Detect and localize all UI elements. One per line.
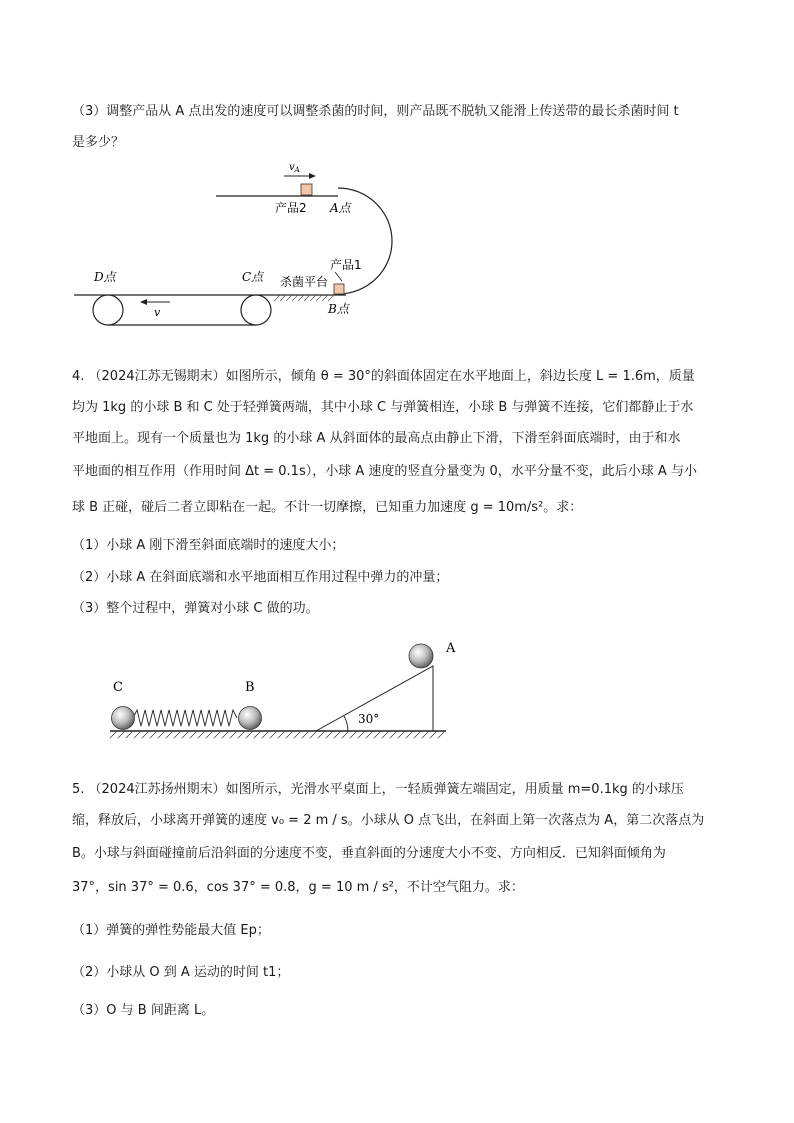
roller-right (241, 295, 271, 325)
q5-sub-1: （1）弹簧的弹性势能最大值 Ep； (72, 923, 270, 938)
ground-hatch (110, 731, 445, 738)
q5-line-1: 5. （2024江苏扬州期末）如图所示，光滑水平桌面上，一轻质弹簧左端固定，用质量 m=0.1kg 的小球压 (72, 782, 684, 797)
figure-incline (100, 630, 460, 745)
ball-B (239, 707, 262, 730)
q4-sub-3: （3）整个过程中，弹簧对小球 C 做的功。 (72, 601, 319, 616)
platform-hatch (274, 295, 334, 301)
q4-line-5: 球 B 正碰，碰后二者立即粘在一起。不计一切摩擦，已知重力加速度 g = 10m/s²。求： (72, 500, 583, 515)
label-angle: 30° (358, 712, 380, 726)
figure-conveyor (60, 150, 420, 330)
q4-sub-2: （2）小球 A 在斜面底端和水平地面相互作用过程中弹力的冲量； (72, 570, 449, 585)
roller-left (93, 295, 123, 325)
label-D-point: D点 (94, 270, 116, 284)
q4-sub-1: （1）小球 A 刚下滑至斜面底端时的速度大小； (72, 538, 345, 553)
ball-C (112, 707, 135, 730)
product-1-box (334, 284, 344, 294)
label-product2: 产品2 (275, 201, 307, 215)
q4-line-3: 平地面上。现有一个质量也为 1kg 的小球 A 从斜面体的最高点由静止下滑，下滑至斜面底端时，由于和水 (72, 431, 681, 446)
q4-line-4: 平地面的相互作用（作用时间 Δt = 0.1s），小球 A 速度的竖直分量变为 0，水平分量不变，此后小球 A 与小 (72, 464, 697, 479)
label-A-point: A点 (330, 201, 351, 215)
label-C-point: C点 (242, 270, 264, 284)
label-platform: 杀菌平台 (280, 275, 329, 289)
q3-line-1: （3）调整产品从 A 点出发的速度可以调整杀菌的时间，则产品既不脱轨又能滑上传送带的最长杀菌时间 t (72, 104, 679, 119)
label-B: B (245, 680, 255, 695)
q5-line-3: B。小球与斜面碰撞前后沿斜面的分速度不变，垂直斜面的分速度大小不变、方向相反．已知斜面倾角为 (72, 846, 666, 861)
ball-A (409, 644, 433, 668)
angle-arc (344, 716, 348, 731)
q4-line-2: 均为 1kg 的小球 B 和 C 处于轻弹簧两端，其中小球 C 与弹簧相连，小球 B 与弹簧不连接，它们都静止于水 (72, 400, 694, 415)
label-vA: $v_A$ (289, 162, 300, 174)
q3-line-2: 是多少？ (72, 135, 125, 150)
spring (133, 710, 237, 726)
q4-line-1: 4. （2024江苏无锡期末）如图所示，倾角 θ = 30°的斜面体固定在水平地面上，斜边长度 L = 1.6m，质量 (72, 369, 695, 384)
label-C: C (113, 680, 123, 695)
label-B-point: B点 (328, 302, 349, 316)
q5-sub-3: （3）O 与 B 间距离 L。 (72, 1003, 215, 1018)
label-A: A (446, 641, 456, 656)
q5-line-4: 37°，sin 37° = 0.6，cos 37° = 0.8，g = 10 m / s²，不计空气阻力。求： (72, 880, 524, 895)
q5-line-2: 缩，释放后，小球离开弹簧的速度 v₀ = 2 m / s。小球从 O 点飞出，在斜面上第一次落点为 A，第二次落点为 (72, 813, 705, 828)
label-v: v (154, 306, 161, 319)
q5-sub-2: （2）小球从 O 到 A 运动的时间 t1； (72, 965, 290, 980)
label-product1: 产品1 (330, 258, 362, 272)
product-2-box (301, 184, 312, 195)
